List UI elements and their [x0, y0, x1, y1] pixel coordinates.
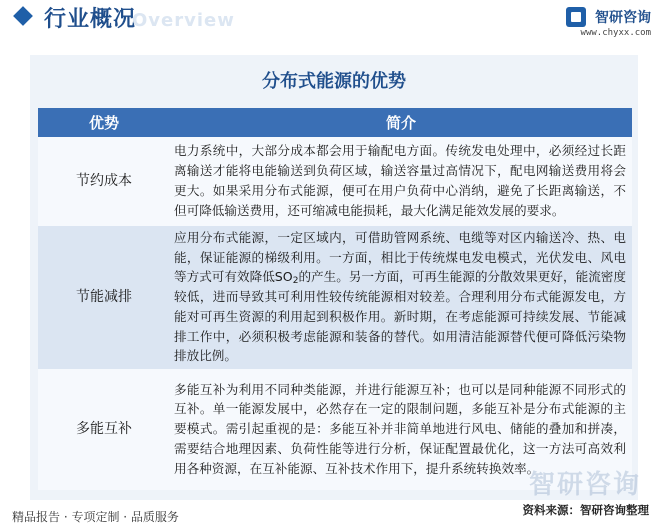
source-note: 资料来源：智研咨询整理 — [522, 503, 649, 517]
brand-name: 智研咨询 — [595, 9, 651, 26]
brand-watermark: 智研咨询 — [528, 470, 641, 500]
brand-logo-icon — [566, 7, 586, 27]
row-description — [170, 226, 632, 369]
footer-tags: 精品报告 · 专项定制 · 品质服务 — [12, 510, 179, 524]
row-advantage: 多能互补 — [38, 369, 170, 490]
content-panel — [30, 55, 638, 500]
brand — [566, 6, 651, 38]
panel-title: 分布式能源的优势 — [262, 71, 406, 92]
column-header-description: 简介 — [170, 108, 632, 137]
header — [0, 0, 665, 40]
row-advantage: 节约成本 — [38, 137, 170, 226]
row-description: 多能互补为利用不同种类能源，并进行能源互补；也可以是同种能源不同形式的互补。单一能源发展中，必然存在一定的限制问题，多能互补是分布式能源的主要模式。需引起重视的是：多能互补并非简单地进行风电、储能的叠加和拼凑，需要结合地理因素、负荷性能等进行分析，保证配置最优化，这一方法可高效利用各种资源，在互补能源、互补技术作用下，提升系统转换效率。 — [170, 369, 632, 490]
table-header-row — [38, 108, 632, 137]
row-advantage: 节能减排 — [38, 226, 170, 369]
diamond-icon — [13, 6, 33, 26]
advantages-table — [38, 108, 632, 490]
title-watermark: Overview — [132, 10, 235, 31]
description-part: 的产生。另一方面，可再生能源的分散效果更好，能流密度较低，进而导致其可利用性较传统能源相对较差。合理利用分布式能源发电，方能对可再生资源的利用起到积极作用。新时期，在考虑能源可持续发展、节能减排工作中，必须积极考虑能源和装备的替代。如用清洁能源替代便可降低污染物排放比例。 — [174, 269, 626, 364]
row-description: 电力系统中，大部分成本都会用于输配电方面。传统发电处理中，必须经过长距离输送才能将电能输送到负荷区域，输送容量过高情况下，配电网输送费用将会更大。如果采用分布式能源，便可在用户负荷中心消纳，避免了长距离输送，不但可降低输送费用，还可缩减电能损耗，最大化满足能效发展的要求。 — [170, 137, 632, 226]
page-title: 行业概况 — [44, 7, 137, 32]
footer — [0, 500, 665, 528]
subscript: 2 — [292, 276, 299, 287]
table-row — [38, 226, 632, 369]
brand-url[interactable]: www.chyxx.com — [580, 27, 651, 38]
table-row — [38, 137, 632, 226]
description-part: 应用分布式能源，一定区域内，可借助管网系统、电缆等对区内输送冷、热、电能，保证能源的梯级利用。一方面，相比于传统煤电发电模式，光伏发电、风电等方式可有效降低SO — [174, 229, 626, 285]
column-header-advantage: 优势 — [38, 108, 170, 137]
